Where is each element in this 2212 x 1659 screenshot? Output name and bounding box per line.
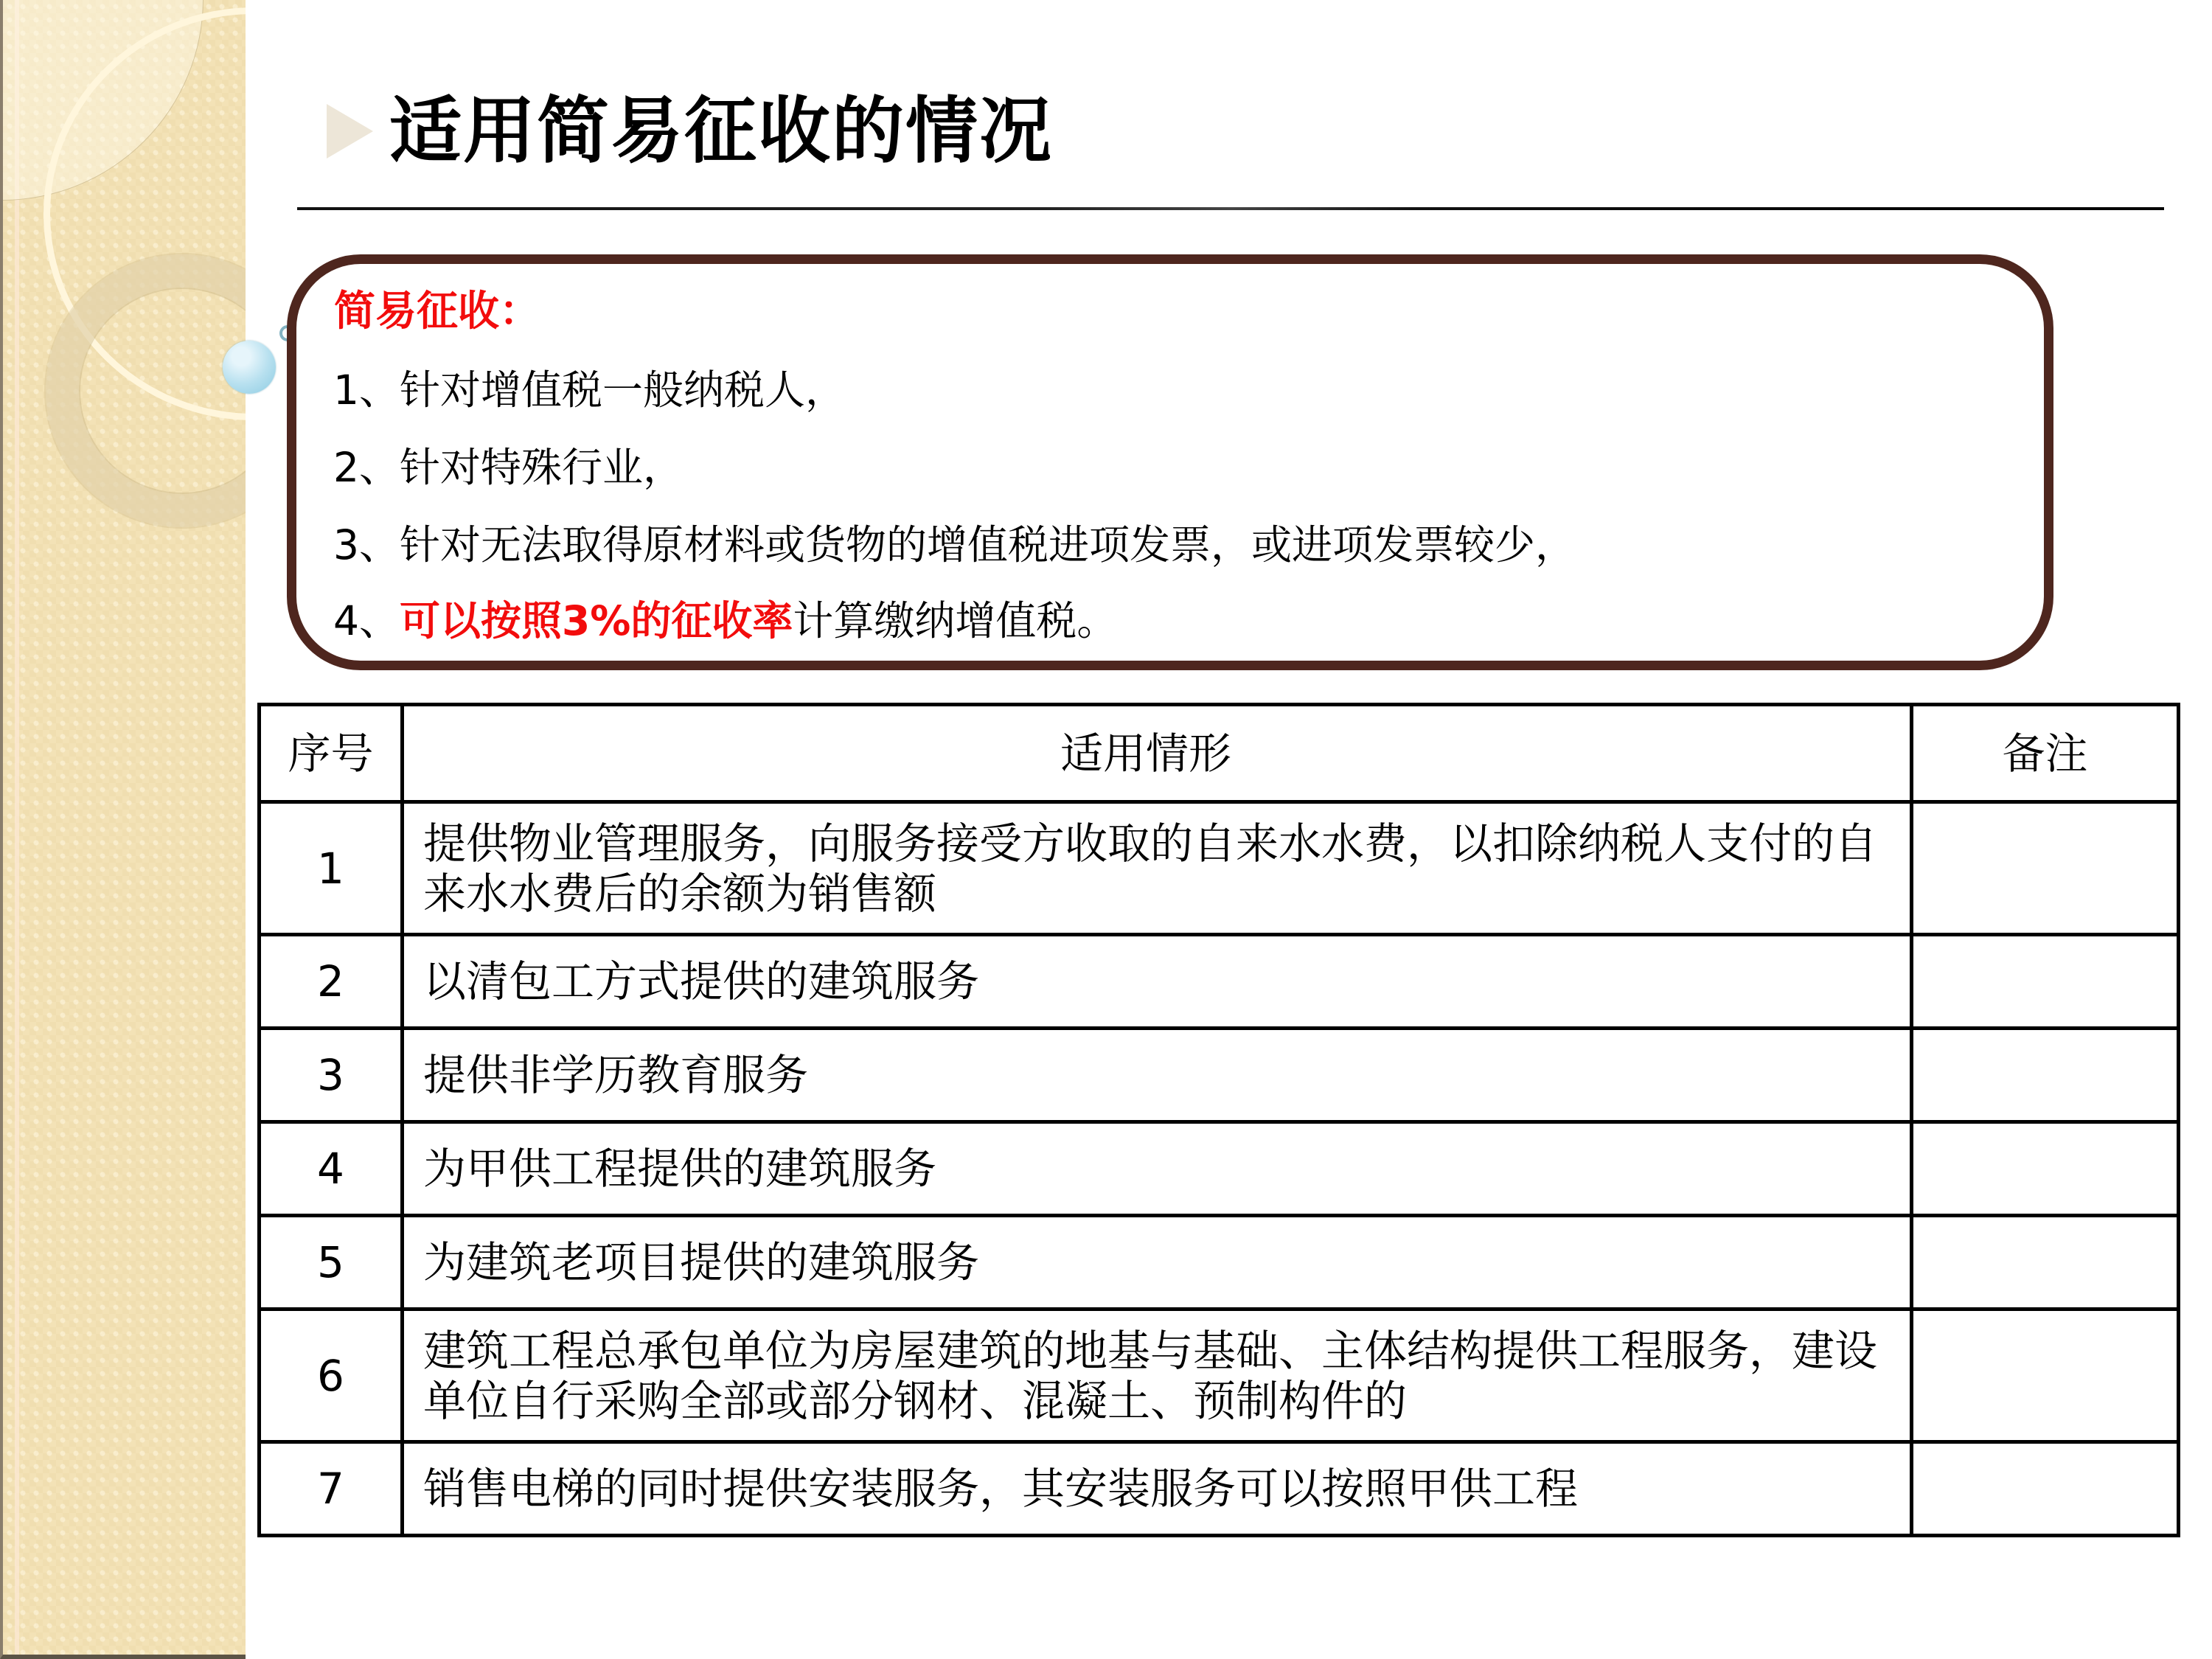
- strip-light-edge: [15, 0, 19, 1655]
- summary-item-1: [333, 364, 846, 416]
- summary-item-prefix: 3、: [333, 521, 400, 568]
- decorative-side-strip: [0, 0, 246, 1659]
- table-row: [260, 802, 2179, 935]
- triangle-bullet-icon: [327, 104, 373, 159]
- cell-description: 销售电梯的同时提供安装服务，其安装服务可以按照甲供工程: [403, 1442, 1912, 1536]
- table-row: [260, 1442, 2179, 1536]
- table-row: [260, 1122, 2179, 1216]
- cell-serial-no: 7: [260, 1442, 403, 1536]
- table-row: [260, 1216, 2179, 1310]
- title-divider: [297, 207, 2164, 210]
- cell-remarks: [1912, 802, 2179, 935]
- cell-remarks: [1912, 1310, 2179, 1442]
- cell-description: 提供物业管理服务，向服务接受方收取的自来水水费，以扣除纳税人支付的自来水水费后的余额为销售额: [403, 802, 1912, 935]
- header-serial-no: 序号: [260, 705, 403, 802]
- summary-item-text: 针对特殊行业，: [400, 444, 684, 491]
- applicable-cases-table: [257, 703, 2180, 1537]
- cell-remarks: [1912, 1029, 2179, 1122]
- cell-serial-no: 4: [260, 1122, 403, 1216]
- cell-description: 提供非学历教育服务: [403, 1029, 1912, 1122]
- summary-heading: 简易征收：: [334, 288, 540, 335]
- decorative-blue-bubble-icon: [223, 341, 276, 394]
- summary-item-prefix: 4、: [333, 597, 400, 644]
- cell-description: 建筑工程总承包单位为房屋建筑的地基与基础、主体结构提供工程服务，建设单位自行采购全部或部分钢材、混凝土、预制构件的: [403, 1310, 1912, 1442]
- cell-description: 以清包工方式提供的建筑服务: [403, 935, 1912, 1029]
- header-remarks: 备注: [1912, 705, 2179, 802]
- summary-item-prefix: 2、: [333, 444, 400, 491]
- cell-remarks: [1912, 1122, 2179, 1216]
- cell-remarks: [1912, 1442, 2179, 1536]
- summary-item-4: [333, 595, 1117, 647]
- summary-item-3: [333, 519, 1576, 571]
- cell-serial-no: 1: [260, 802, 403, 935]
- cell-serial-no: 3: [260, 1029, 403, 1122]
- summary-item-text: 针对增值税一般纳税人，: [400, 366, 846, 414]
- summary-item-2: [333, 442, 684, 493]
- table-row: [260, 1029, 2179, 1122]
- cell-serial-no: 5: [260, 1216, 403, 1310]
- summary-item-prefix: 1、: [333, 366, 400, 414]
- slide-title: 适用简易征收的情况: [389, 88, 1054, 173]
- summary-item-highlight: 可以按照3%的征收率: [400, 597, 793, 644]
- cell-serial-no: 6: [260, 1310, 403, 1442]
- cell-serial-no: 2: [260, 935, 403, 1029]
- table-header-row: [260, 705, 2179, 802]
- cell-remarks: [1912, 935, 2179, 1029]
- cell-remarks: [1912, 1216, 2179, 1310]
- cell-description: 为甲供工程提供的建筑服务: [403, 1122, 1912, 1216]
- table-row: [260, 1310, 2179, 1442]
- cell-description: 为建筑老项目提供的建筑服务: [403, 1216, 1912, 1310]
- summary-item-text: 针对无法取得原材料或货物的增值税进项发票，或进项发票较少，: [400, 521, 1576, 568]
- table-row: [260, 935, 2179, 1029]
- summary-item-text: 计算缴纳增值税。: [793, 597, 1118, 644]
- slide-title-row: [327, 87, 1053, 175]
- header-applicable-case: 适用情形: [403, 705, 1912, 802]
